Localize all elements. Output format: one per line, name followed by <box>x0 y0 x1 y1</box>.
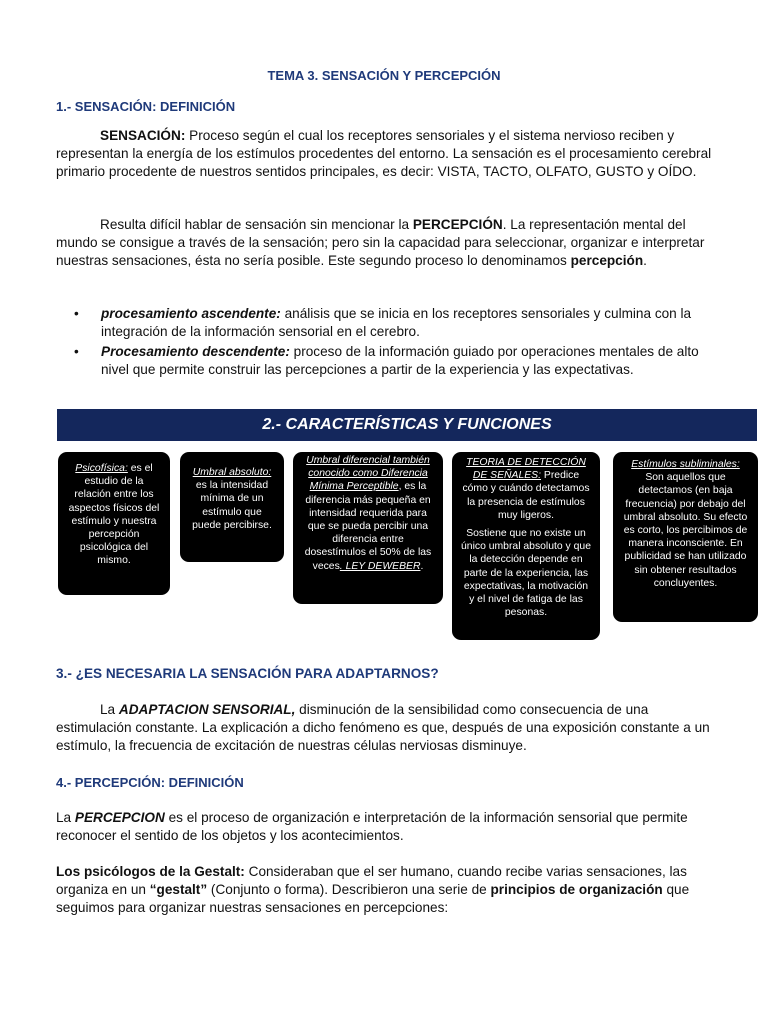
box-text: es la intensidad mínima de un estímulo que puede percibirse. <box>192 480 272 531</box>
box-term: Psicofísica: <box>75 463 128 474</box>
list-item-term: procesamiento ascendente: <box>101 306 281 321</box>
list-item <box>56 305 716 341</box>
percepcion-def-text-a: La <box>56 810 75 825</box>
gestalt-text-c: que seguimos para organizar nuestras sensaciones en percepciones: <box>56 882 690 915</box>
section-2-banner: 2.- CARACTERÍSTICAS Y FUNCIONES <box>57 409 757 441</box>
gestalt-text-b: (Conjunto o forma). Describieron una serie de <box>207 882 491 897</box>
percepcion-text-c: . <box>643 253 647 268</box>
sensacion-term: SENSACIÓN: <box>100 128 186 143</box>
box-term: Umbral absoluto: <box>192 467 272 478</box>
percepcion-term: PERCEPCIÓN <box>412 217 503 232</box>
psicofisica-box <box>58 452 170 595</box>
percepcion-def-text-b: es el proceso de organización e interpretación de la información sensorial que permite reconocer el sentido de los objetos y los acontecimientos. <box>56 810 688 843</box>
adaptacion-paragraph <box>56 701 716 755</box>
box-term: TEORIA DE DETECCIÓN DE SEÑALES: <box>466 457 586 482</box>
box-paragraph <box>460 456 592 522</box>
percepcion-text-b: . La representación mental del mundo se consigue a través de la sensación; pero sin la capacidad para seleccionar, organizar e interpretar nuestras sensaciones, ésta no sería posible. Este segundo proceso lo denominamos <box>56 217 705 268</box>
section-1-heading: 1.- SENSACIÓN: DEFINICIÓN <box>56 99 236 114</box>
teoria-deteccion-box <box>452 452 600 640</box>
bullet-icon: • <box>74 344 79 359</box>
box-text: Son aquellos que detectamos (en baja frecuencia) por debajo del umbral absoluto. Su efecto es corto, los percibimos de manera inconsciente. En publicidad se han utilizado sin obtener resultados concluyentes. <box>623 472 748 589</box>
percepcion-paragraph <box>56 216 716 270</box>
percepcion-term-2: percepción <box>570 253 644 268</box>
gestalt-text-a: Consideraban que el ser humano, cuando recibe varias sensaciones, las organiza en un <box>56 864 687 897</box>
box-text: , es la diferencia más pequeña en intensidad requerida para que se pueda percibir una diferencia entre dosestímulos el 50% de las veces <box>304 481 432 572</box>
section-3-heading: 3.- ¿ES NECESARIA LA SENSACIÓN PARA ADAPTARNOS? <box>56 666 439 681</box>
page-title: TEMA 3. SENSACIÓN Y PERCEPCIÓN <box>267 68 501 83</box>
box-term: Estímulos subliminales: <box>631 459 740 470</box>
gestalt-term-3: principios de organización <box>490 882 663 897</box>
list-item <box>56 343 716 379</box>
processing-list <box>56 305 716 381</box>
sensacion-text: Proceso según el cual los receptores sensoriales y el sistema nervioso reciben y representan la energía de los estímulos procedentes del entorno. La sensación es el procesamiento cerebral primario procedente de nuestros sentidos principales, es decir: VISTA, TACTO, OLFATO, GUSTO y OÍDO. <box>56 128 712 179</box>
sensacion-paragraph <box>56 127 716 181</box>
box-term-2: . LEY DEWEBER <box>339 560 421 572</box>
umbral-diferencial-box <box>293 452 443 604</box>
list-item-text: proceso de la información guiado por operaciones mentales de alto nivel que permite construir las percepciones a partir de la experiencia y las expectativas. <box>101 344 699 377</box>
list-item-term: Procesamiento descendente: <box>101 344 290 359</box>
percepcion-text-a: Resulta difícil hablar de sensación sin mencionar la <box>100 217 413 232</box>
umbral-absoluto-box <box>180 452 284 562</box>
box-end: . <box>420 560 424 572</box>
section-4-heading: 4.- PERCEPCIÓN: DEFINICIÓN <box>56 775 244 790</box>
estimulos-subliminales-box <box>613 452 758 622</box>
bullet-icon: • <box>74 306 79 321</box>
box-term: Umbral diferencial también conocido como Diferencia Mínima Perceptible <box>306 455 430 493</box>
adaptacion-text-a: La <box>100 702 119 717</box>
box-text: es el estudio de la relación entre los aspectos físicos del estímulo y nuestra percepción psicológica del mismo. <box>68 463 160 567</box>
list-item-text: análisis que se inicia en los receptores sensoriales y culmina con la integración de la información sensorial en el cerebro. <box>101 306 692 339</box>
gestalt-term-2: “gestalt” <box>149 882 208 897</box>
adaptacion-text-b: disminución de la sensibilidad como consecuencia de una estimulación constante. La explicación a dicho fenómeno es que, después de una exposición constante a un estímulo, la frecuencia de excitación de nuestras células nerviosas disminuye. <box>56 702 710 753</box>
adaptacion-term: ADAPTACION SENSORIAL, <box>118 702 296 717</box>
box-text: Predice cómo y cuándo detectamos la presencia de estímulos muy ligeros. <box>462 470 590 521</box>
gestalt-term: Los psicólogos de la Gestalt: <box>56 864 245 879</box>
box-paragraph-2: Sostiene que no existe un único umbral absoluto y que la detección depende en parte de la experiencia, las expectativas, la motivación y el nivel de fatiga de las pesonas. <box>461 528 591 619</box>
gestalt-paragraph <box>56 863 716 917</box>
percepcion-definition-paragraph <box>56 809 716 845</box>
percepcion-def-term: PERCEPCION <box>74 810 165 825</box>
